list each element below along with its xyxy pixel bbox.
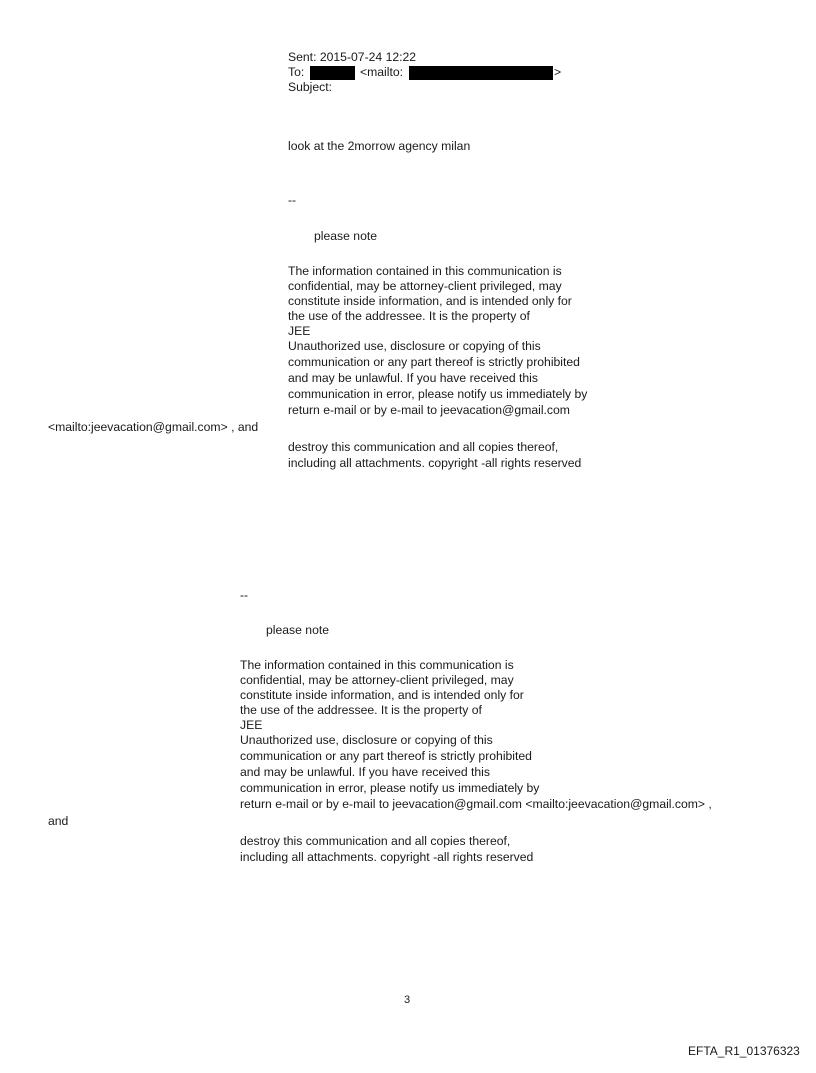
page-number: 3 [404, 994, 411, 1006]
disclaimer-line: the use of the addressee. It is the property of [288, 309, 530, 323]
disclaimer-line: and may be unlawful. If you have received this [240, 765, 490, 779]
redaction-bar [409, 66, 553, 80]
subject-line: Subject: [288, 80, 333, 94]
disclaimer-line: communication or any part thereof is strictly prohibited [288, 355, 580, 369]
disclaimer-line: JEE [240, 718, 263, 732]
disclaimer-line: constitute inside information, and is intended only for [288, 294, 572, 308]
disclaimer-line: communication or any part thereof is strictly prohibited [240, 749, 532, 763]
disclaimer-line: return e-mail or by e-mail to jeevacation@gmail.com [288, 403, 570, 417]
disclaimer-line: Unauthorized use, disclosure or copying of this [240, 733, 493, 747]
disclaimer-line: constitute inside information, and is intended only for [240, 688, 524, 702]
disclaimer-line: including all attachments. copyright -all rights reserved [240, 850, 534, 864]
to-mailto-close: > [554, 65, 562, 79]
redaction-bar [310, 66, 355, 80]
separator: -- [240, 588, 249, 602]
to-label: To: [288, 65, 305, 79]
please-note: please note [266, 623, 330, 637]
please-note: please note [314, 229, 378, 243]
disclaimer-line: the use of the addressee. It is the property of [240, 703, 482, 717]
separator: -- [288, 193, 297, 207]
sent-line: Sent: 2015-07-24 12:22 [288, 50, 417, 64]
disclaimer-line: Unauthorized use, disclosure or copying of this [288, 339, 541, 353]
disclaimer-line: The information contained in this communication is [240, 658, 514, 672]
disclaimer-line: confidential, may be attorney-client privileged, may [288, 279, 562, 293]
disclaimer-line: destroy this communication and all copies thereof, [240, 834, 511, 848]
disclaimer-line: communication in error, please notify us immediately by [288, 387, 588, 401]
and-word: and [48, 814, 69, 828]
disclaimer-line: destroy this communication and all copies thereof, [288, 440, 559, 454]
disclaimer-line: communication in error, please notify us immediately by [240, 781, 540, 795]
disclaimer-line: confidential, may be attorney-client privileged, may [240, 673, 514, 687]
message-text: look at the 2morrow agency milan [288, 139, 471, 153]
to-mailto-open: <mailto: [360, 65, 404, 79]
mailto-line: <mailto:jeevacation@gmail.com> , and [48, 420, 259, 434]
disclaimer-line: The information contained in this communication is [288, 264, 562, 278]
disclaimer-line: JEE [288, 324, 311, 338]
bates-number: EFTA_R1_01376323 [688, 1044, 800, 1058]
disclaimer-line: and may be unlawful. If you have received this [288, 371, 538, 385]
disclaimer-line: return e-mail or by e-mail to jeevacation@gmail.com <mailto:jeevacation@gmail.com> , [240, 797, 712, 811]
disclaimer-line: including all attachments. copyright -all rights reserved [288, 456, 582, 470]
